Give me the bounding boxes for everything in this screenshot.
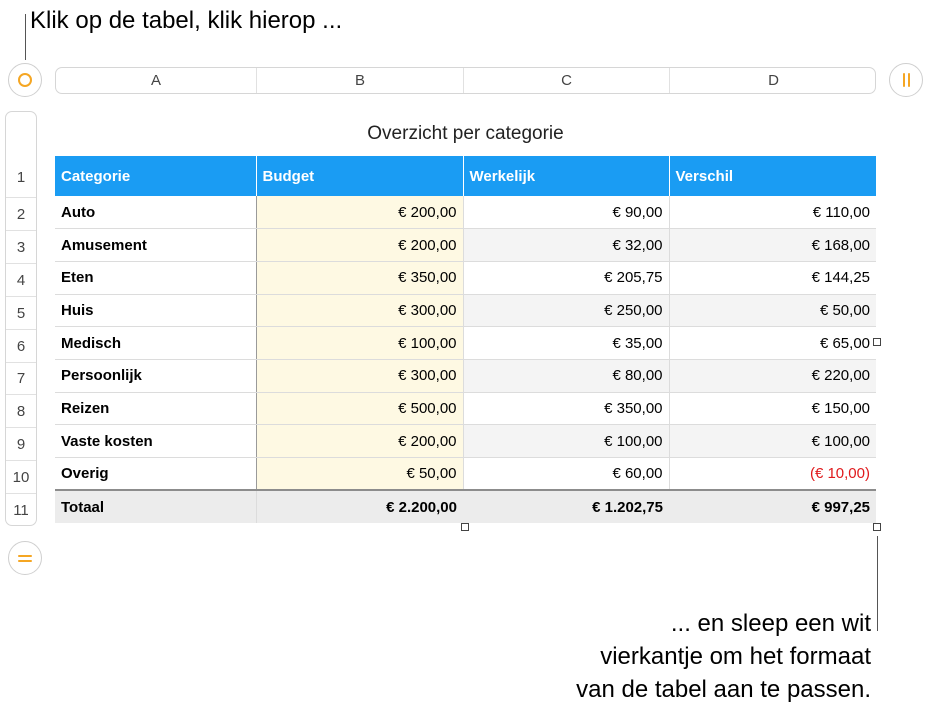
cell-budget[interactable]: € 50,00	[256, 458, 463, 491]
resize-handle-bottom[interactable]	[461, 523, 469, 531]
table-select-handle[interactable]	[8, 63, 42, 97]
header-cell-categorie[interactable]: Categorie	[55, 156, 256, 196]
header-cell-werkelijk[interactable]: Werkelijk	[463, 156, 669, 196]
cell-total-verschil[interactable]: € 997,25	[669, 490, 876, 523]
cell-categorie[interactable]: Huis	[55, 294, 256, 327]
column-header-d[interactable]: D	[768, 72, 779, 89]
cell-verschil[interactable]: € 65,00	[669, 327, 876, 360]
header-cell-verschil[interactable]: Verschil	[669, 156, 876, 196]
callout-bottom-line3: van de tabel aan te passen.	[576, 676, 871, 703]
cell-budget[interactable]: € 300,00	[256, 359, 463, 392]
callout-top: Klik op de tabel, klik hierop ...	[30, 7, 343, 34]
cell-categorie[interactable]: Eten	[55, 261, 256, 294]
column-header-a[interactable]: A	[56, 68, 257, 93]
row-header-5[interactable]: 5	[6, 296, 36, 329]
cell-verschil[interactable]: € 220,00	[669, 359, 876, 392]
cell-budget[interactable]: € 200,00	[256, 425, 463, 458]
cell-total-label[interactable]: Totaal	[55, 490, 256, 523]
cell-total-budget[interactable]: € 2.200,00	[256, 490, 463, 523]
cell-verschil[interactable]: € 168,00	[669, 229, 876, 262]
cell-werkelijk[interactable]: € 32,00	[463, 229, 669, 262]
cell-verschil[interactable]: € 144,25	[669, 261, 876, 294]
column-header-b[interactable]: B	[257, 68, 464, 93]
add-row-handle[interactable]	[8, 541, 42, 575]
horizontal-bar	[18, 560, 32, 562]
column-header-bar	[55, 67, 876, 94]
row-header-bar	[5, 111, 37, 526]
vertical-bars-icon	[903, 73, 905, 87]
cell-total-werkelijk[interactable]: € 1.202,75	[463, 490, 669, 523]
row-header-7[interactable]: 7	[6, 362, 36, 394]
cell-categorie[interactable]: Reizen	[55, 392, 256, 425]
resize-handle-right[interactable]	[873, 338, 881, 346]
table-row	[55, 458, 876, 491]
table-row	[55, 229, 876, 262]
cell-categorie[interactable]: Persoonlijk	[55, 359, 256, 392]
horizontal-bars-icon	[18, 555, 32, 557]
header-cell-budget[interactable]: Budget	[256, 156, 463, 196]
cell-werkelijk[interactable]: € 80,00	[463, 359, 669, 392]
row-header-8[interactable]: 8	[6, 394, 36, 427]
cell-budget[interactable]: € 500,00	[256, 392, 463, 425]
cell-werkelijk[interactable]: € 205,75	[463, 261, 669, 294]
row-header-3[interactable]: 3	[6, 230, 36, 263]
cell-verschil[interactable]: € 100,00	[669, 425, 876, 458]
row-header-10[interactable]: 10	[6, 460, 36, 493]
callout-bottom-line2: vierkantje om het formaat	[600, 643, 871, 670]
callout-leader-top	[25, 14, 26, 60]
callout-bottom	[451, 607, 871, 706]
header-row	[55, 156, 876, 196]
cell-categorie[interactable]: Vaste kosten	[55, 425, 256, 458]
table-row	[55, 359, 876, 392]
row-header-2[interactable]: 2	[6, 197, 36, 230]
total-row	[55, 490, 876, 523]
table-row	[55, 261, 876, 294]
cell-werkelijk[interactable]: € 60,00	[463, 458, 669, 491]
cell-verschil[interactable]: € 50,00	[669, 294, 876, 327]
row-header-9[interactable]: 9	[6, 427, 36, 460]
cell-categorie[interactable]: Medisch	[55, 327, 256, 360]
cell-categorie[interactable]: Amusement	[55, 229, 256, 262]
resize-handle-corner[interactable]	[873, 523, 881, 531]
cell-werkelijk[interactable]: € 100,00	[463, 425, 669, 458]
cell-werkelijk[interactable]: € 90,00	[463, 196, 669, 229]
table-title[interactable]: Overzicht per categorie	[367, 123, 564, 144]
table-row	[55, 327, 876, 360]
cell-werkelijk[interactable]: € 35,00	[463, 327, 669, 360]
row-header-4[interactable]: 4	[6, 263, 36, 296]
callout-bottom-line1: ... en sleep een wit	[670, 610, 871, 637]
cell-verschil-negative[interactable]: (€ 10,00)	[669, 458, 876, 491]
add-column-handle[interactable]	[889, 63, 923, 97]
callout-leader-bottom	[877, 536, 878, 631]
cell-categorie[interactable]: Auto	[55, 196, 256, 229]
table-row	[55, 392, 876, 425]
table-row	[55, 196, 876, 229]
cell-budget[interactable]: € 200,00	[256, 229, 463, 262]
cell-werkelijk[interactable]: € 250,00	[463, 294, 669, 327]
circle-handle-icon	[18, 73, 32, 87]
cell-budget[interactable]: € 100,00	[256, 327, 463, 360]
column-header-c[interactable]: C	[464, 68, 670, 93]
cell-verschil[interactable]: € 150,00	[669, 392, 876, 425]
cell-budget[interactable]: € 200,00	[256, 196, 463, 229]
cell-budget[interactable]: € 300,00	[256, 294, 463, 327]
cell-categorie[interactable]: Overig	[55, 458, 256, 491]
cell-werkelijk[interactable]: € 350,00	[463, 392, 669, 425]
row-header-11[interactable]: 11	[6, 493, 36, 527]
row-header-6[interactable]: 6	[6, 329, 36, 362]
cell-verschil[interactable]: € 110,00	[669, 196, 876, 229]
cell-budget[interactable]: € 350,00	[256, 261, 463, 294]
table-row	[55, 294, 876, 327]
budget-table[interactable]	[55, 156, 876, 523]
table-row	[55, 425, 876, 458]
row-header-1[interactable]: 1	[16, 168, 26, 186]
vertical-bar	[908, 73, 910, 87]
